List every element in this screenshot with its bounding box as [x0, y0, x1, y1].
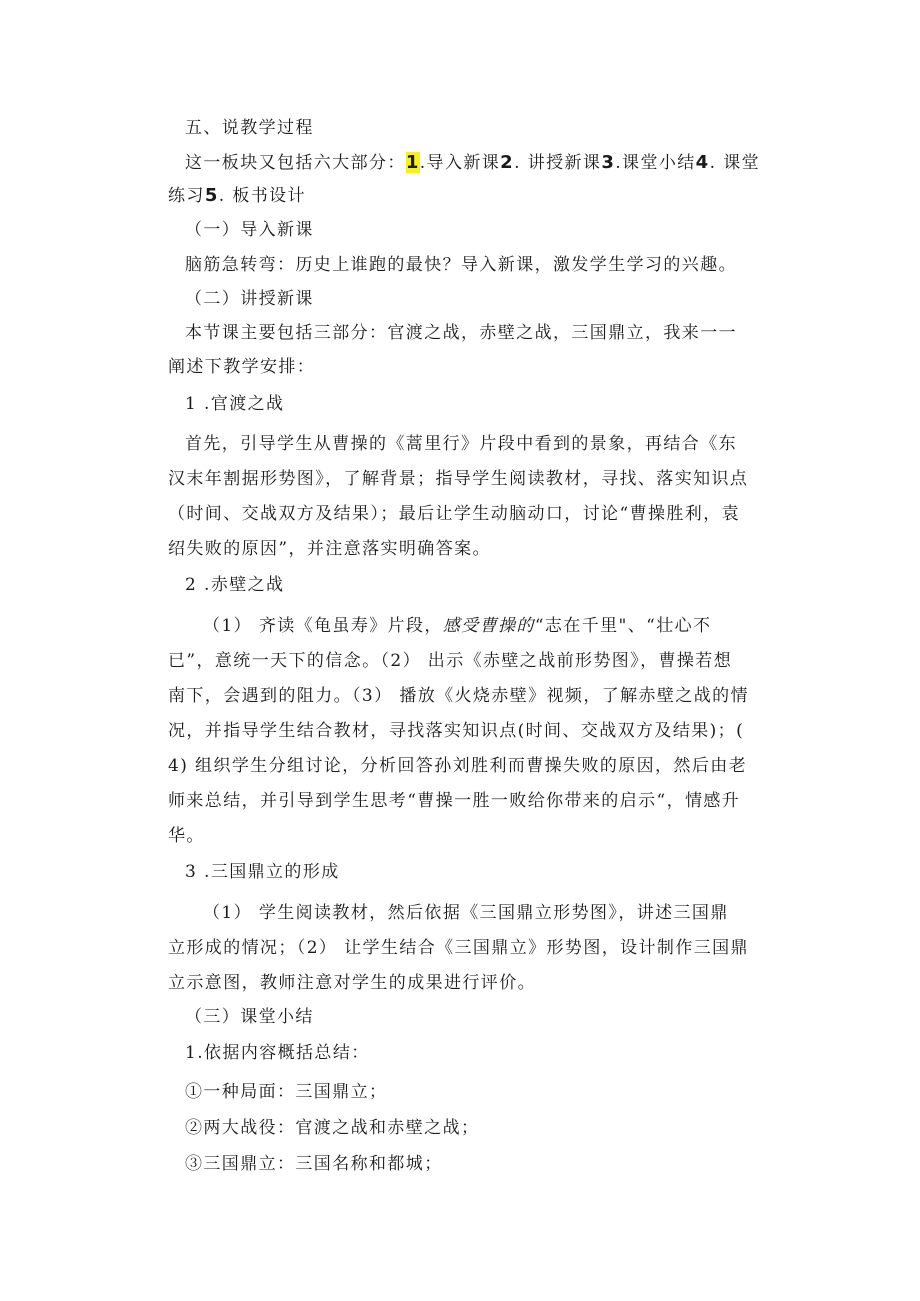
intro-line-2 [168, 184, 306, 208]
summary-line-4: ③三国鼎立：三国名称和都城； [185, 1154, 443, 1174]
heading-teaching: （二）讲授新课 [185, 289, 314, 309]
chibi-line1-a: （1） 齐读《龟虽寿》片段， [203, 616, 443, 636]
chibi-line-4: 况，并指导学生结合教材，寻找落实知识点(时间、交战双方及结果)；( [168, 721, 745, 741]
import-text: 脑筋急转弯：历史上谁跑的最快？导入新课，激发学生学习的兴趣。 [185, 255, 737, 275]
chibi-line-7: 华。 [168, 826, 205, 846]
highlighted-number: 1 [405, 152, 420, 173]
summary-line-1: 1.依据内容概括总结： [185, 1043, 370, 1063]
intro-num-2: 2 [500, 152, 515, 173]
intro-num-3: 3 [601, 152, 616, 173]
chibi-line-2: 已”，意统一天下的信念。（2） 出示《赤壁之战前形势图》，曹操若想 [168, 651, 733, 671]
three-kingdoms-line-1: （1） 学生阅读教材，然后依据《三国鼎立形势图》，讲述三国鼎 [203, 903, 729, 923]
heading-import: （一）导入新课 [185, 220, 314, 240]
guandu-line-4: 绍失败的原因”，并注意落实明确答案。 [168, 539, 491, 559]
guandu-line-3: （时间、交战双方及结果）；最后让学生动脑动口，讨论“曹操胜利，袁 [168, 504, 740, 524]
teaching-intro-2: 阐述下教学安排： [168, 357, 316, 377]
intro-line-1 [185, 151, 760, 175]
chibi-line-3: 南下，会遇到的阻力。（3） 播放《火烧赤壁》视频，了解赤壁之战的情 [168, 686, 749, 706]
intro-num-4: 4 [695, 152, 710, 173]
intro-prefix: 这一板块又包括六大部分： [185, 153, 406, 173]
chibi-line1-italic: 感受曹操的 [442, 616, 535, 636]
three-kingdoms-line-3: 立示意图，教师注意对学生的成果进行评价。 [168, 973, 536, 993]
intro-part-1: .导入新课 [419, 153, 501, 173]
section-title [185, 116, 314, 140]
intro-part-3: .课堂小结 [615, 153, 696, 173]
guandu-line-1: 首先，引导学生从曹操的《蒿里行》片段中看到的景象，再结合《东 [185, 434, 737, 454]
chibi-line-6: 师来总结，并引导到学生思考“曹操一胜一败给你带来的启示“，情感升 [168, 791, 741, 811]
chibi-line1-b: “志在千里"、“壮心不 [534, 616, 712, 636]
chibi-line-1 [203, 614, 711, 638]
intro-line2-b: . 板书设计 [218, 186, 306, 206]
summary-line-2: ①一种局面：三国鼎立； [185, 1082, 388, 1102]
subheading-three-kingdoms: 3 .三国鼎立的形成 [185, 862, 340, 882]
intro-part-4: . 课堂 [709, 153, 761, 173]
guandu-line-2: 汉末年割据形势图》，了解背景；指导学生阅读教材，寻找、落实知识点 [168, 469, 749, 489]
three-kingdoms-line-2: 立形成的情况；（2） 让学生结合《三国鼎立》形势图，设计制作三国鼎 [168, 938, 749, 958]
teaching-intro-1: 本节课主要包括三部分：官渡之战，赤壁之战，三国鼎立，我来一一 [185, 323, 737, 343]
subheading-chibi: 2 .赤壁之战 [185, 575, 285, 595]
section-title-text: 五、说教学过程 [185, 118, 314, 138]
intro-num-5: 5 [204, 185, 219, 206]
intro-line2-a: 练习 [168, 186, 205, 206]
summary-line-3: ②两大战役：官渡之战和赤壁之战； [185, 1118, 480, 1138]
chibi-line-5: 4) 组织学生分组讨论，分析回答孙刘胜利而曹操失败的原因，然后由老 [168, 756, 748, 776]
intro-part-2: . 讲授新课 [514, 153, 602, 173]
subheading-guandu: 1 .官渡之战 [185, 394, 285, 414]
heading-summary: （三）课堂小结 [185, 1007, 314, 1027]
